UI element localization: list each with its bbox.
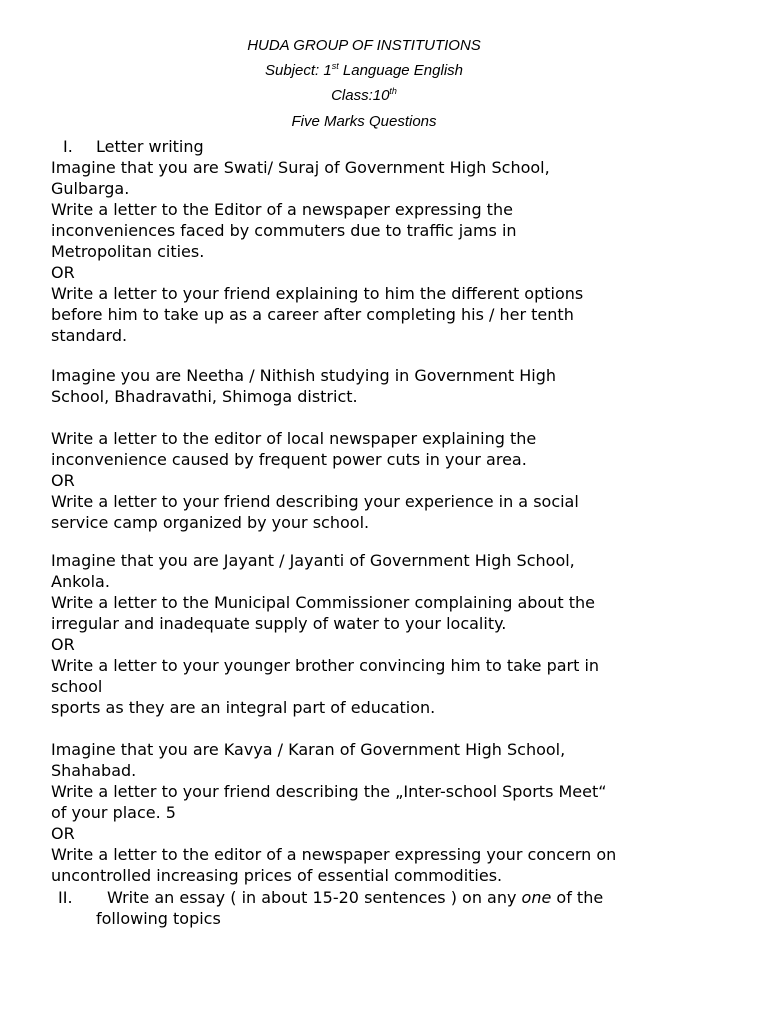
body-line: Write a letter to the Editor of a newspaper expressing the <box>51 200 513 219</box>
body-line: Metropolitan cities. <box>51 242 205 261</box>
body-line: Write a letter to your friend explaining to him the different options <box>51 284 584 303</box>
section2-emphasis: one <box>521 888 552 907</box>
body-line: School, Bhadravathi, Shimoga district. <box>51 387 358 406</box>
section1-title: Letter writing <box>96 137 204 156</box>
body-line: Gulbarga. <box>51 179 130 198</box>
body-line: uncontrolled increasing prices of essential commodities. <box>51 866 503 885</box>
section2-heading <box>107 887 603 908</box>
subject-suffix: Language English <box>338 62 463 79</box>
body-line: inconvenience caused by frequent power cuts in your area. <box>51 450 527 469</box>
body-line: Imagine you are Neetha / Nithish studying in Government High <box>51 366 557 385</box>
body-line: Imagine that you are Jayant / Jayanti of Government High School, <box>51 551 575 570</box>
body-line: Write a letter to your friend describing the „Inter-school Sports Meet“ <box>51 782 607 801</box>
subject-superscript: st <box>331 61 339 71</box>
section2-numeral: II. <box>58 888 73 907</box>
body-line: service camp organized by your school. <box>51 513 370 532</box>
body-line: inconveniences faced by commuters due to traffic jams in <box>51 221 517 240</box>
body-line: OR <box>51 824 75 843</box>
class-line <box>0 86 728 106</box>
body-line: Write a letter to your younger brother convincing him to take part in <box>51 656 600 675</box>
body-line: OR <box>51 471 75 490</box>
body-line: sports as they are an integral part of education. <box>51 698 436 717</box>
subject-line <box>0 61 728 81</box>
class-superscript: th <box>389 86 397 96</box>
body-line: of your place. 5 <box>51 803 176 822</box>
body-line: Write a letter to the editor of local newspaper explaining the <box>51 429 537 448</box>
section2-text-after: of the <box>551 888 604 907</box>
body-line: before him to take up as a career after completing his / her tenth <box>51 305 574 324</box>
body-line: irregular and inadequate supply of water to your locality. <box>51 614 507 633</box>
body-line: Write a letter to your friend describing your experience in a social <box>51 492 579 511</box>
body-line: Write a letter to the Municipal Commissioner complaining about the <box>51 593 595 612</box>
body-line: Imagine that you are Kavya / Karan of Government High School, <box>51 740 566 759</box>
section1-numeral: I. <box>63 137 73 156</box>
section2-text-before: Write an essay ( in about 15-20 sentences ) on any <box>107 888 522 907</box>
institution-name: HUDA GROUP OF INSTITUTIONS <box>247 37 481 54</box>
body-line: standard. <box>51 326 128 345</box>
section-title: Five Marks Questions <box>291 113 437 130</box>
class-prefix: Class:10 <box>331 87 390 104</box>
body-line: school <box>51 677 103 696</box>
body-line: Write a letter to the editor of a newspaper expressing your concern on <box>51 845 617 864</box>
body-line: Imagine that you are Swati/ Suraj of Government High School, <box>51 158 550 177</box>
section2-line2: following topics <box>96 909 221 928</box>
body-line: OR <box>51 635 75 654</box>
body-line: OR <box>51 263 75 282</box>
subject-prefix: Subject: 1 <box>264 62 332 79</box>
body-line: Shahabad. <box>51 761 137 780</box>
body-line: Ankola. <box>51 572 110 591</box>
